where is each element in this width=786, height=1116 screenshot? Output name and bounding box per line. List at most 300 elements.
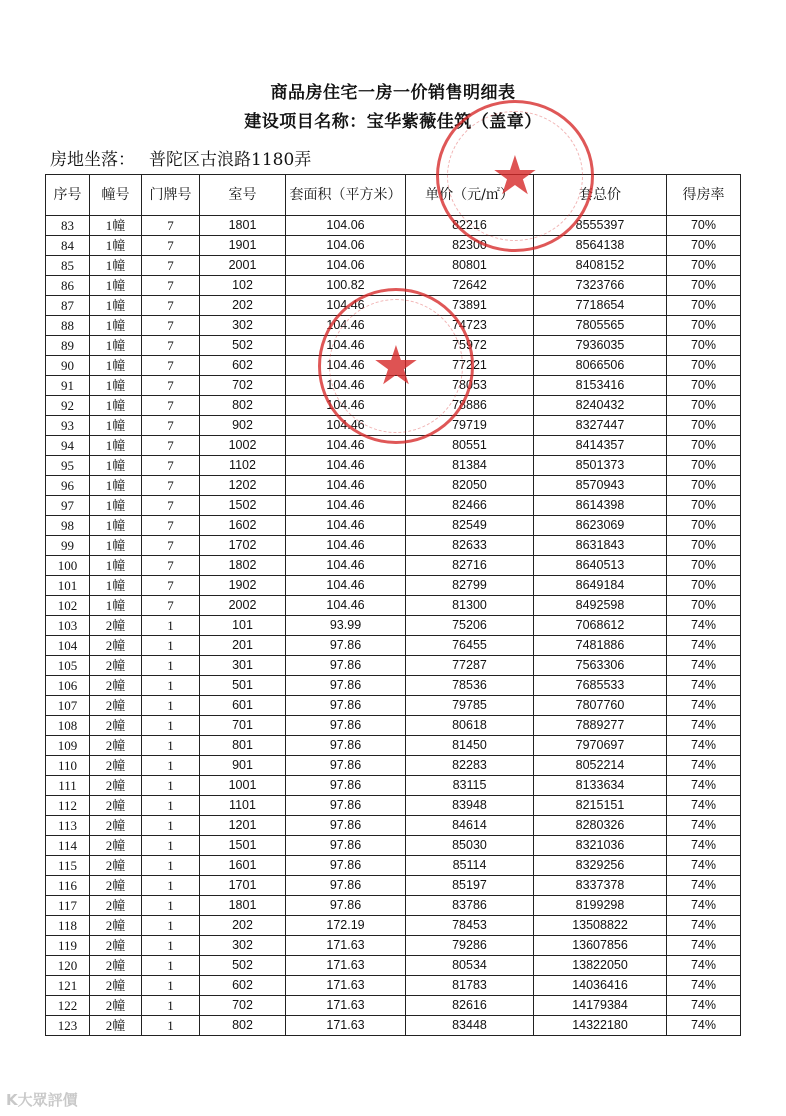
cell-building: 2幢 — [90, 916, 142, 936]
cell-door: 1 — [142, 1016, 200, 1036]
cell-area: 104.46 — [286, 476, 406, 496]
table-row — [46, 476, 741, 496]
cell-building: 1幢 — [90, 396, 142, 416]
cell-area: 171.63 — [286, 1016, 406, 1036]
cell-area: 104.46 — [286, 316, 406, 336]
cell-door: 7 — [142, 556, 200, 576]
cell-seq: 103 — [46, 616, 90, 636]
cell-total-price: 8640513 — [534, 556, 667, 576]
cell-unit-price: 83115 — [406, 776, 534, 796]
cell-seq: 95 — [46, 456, 90, 476]
cell-area: 104.46 — [286, 496, 406, 516]
cell-seq: 94 — [46, 436, 90, 456]
cell-seq: 120 — [46, 956, 90, 976]
cell-building: 2幢 — [90, 796, 142, 816]
cell-building: 2幢 — [90, 736, 142, 756]
table-row — [46, 776, 741, 796]
cell-total-price: 8153416 — [534, 376, 667, 396]
table-row — [46, 1016, 741, 1036]
cell-ratio: 70% — [667, 536, 741, 556]
cell-door: 1 — [142, 616, 200, 636]
cell-unit-price: 82050 — [406, 476, 534, 496]
cell-unit-price: 79286 — [406, 936, 534, 956]
cell-seq: 102 — [46, 596, 90, 616]
cell-ratio: 70% — [667, 416, 741, 436]
cell-door: 1 — [142, 896, 200, 916]
cell-room: 1102 — [200, 456, 286, 476]
cell-total-price: 8321036 — [534, 836, 667, 856]
table-row — [46, 416, 741, 436]
cell-ratio: 70% — [667, 376, 741, 396]
cell-room: 1001 — [200, 776, 286, 796]
cell-building: 1幢 — [90, 356, 142, 376]
cell-door: 1 — [142, 796, 200, 816]
cell-unit-price: 82216 — [406, 216, 534, 236]
cell-door: 1 — [142, 836, 200, 856]
cell-door: 7 — [142, 536, 200, 556]
cell-area: 104.06 — [286, 256, 406, 276]
cell-seq: 86 — [46, 276, 90, 296]
table-row — [46, 856, 741, 876]
cell-unit-price: 83786 — [406, 896, 534, 916]
cell-area: 171.63 — [286, 976, 406, 996]
address-line — [50, 145, 325, 170]
cell-room: 1701 — [200, 876, 286, 896]
cell-room: 901 — [200, 756, 286, 776]
cell-building: 2幢 — [90, 716, 142, 736]
cell-room: 202 — [200, 916, 286, 936]
cell-door: 1 — [142, 956, 200, 976]
cell-building: 1幢 — [90, 456, 142, 476]
cell-room: 1202 — [200, 476, 286, 496]
cell-room: 1601 — [200, 856, 286, 876]
document-title: 商品房住宅一房一价销售明细表 — [270, 83, 516, 103]
cell-room: 302 — [200, 316, 286, 336]
cell-room: 1801 — [200, 896, 286, 916]
table-row — [46, 656, 741, 676]
table-row — [46, 276, 741, 296]
cell-building: 2幢 — [90, 816, 142, 836]
cell-door: 7 — [142, 476, 200, 496]
cell-room: 101 — [200, 616, 286, 636]
cell-area: 104.46 — [286, 536, 406, 556]
table-row — [46, 956, 741, 976]
cell-total-price: 7805565 — [534, 316, 667, 336]
cell-door: 7 — [142, 216, 200, 236]
cell-ratio: 70% — [667, 316, 741, 336]
cell-door: 1 — [142, 816, 200, 836]
cell-seq: 99 — [46, 536, 90, 556]
table-row — [46, 796, 741, 816]
cell-unit-price: 82799 — [406, 576, 534, 596]
cell-room: 502 — [200, 956, 286, 976]
cell-door: 1 — [142, 696, 200, 716]
cell-door: 1 — [142, 976, 200, 996]
address-value: 普陀区古浪路1180弄 — [149, 150, 312, 170]
cell-seq: 109 — [46, 736, 90, 756]
col-unit-price: 单价（元/㎡） — [406, 175, 534, 216]
cell-building: 1幢 — [90, 576, 142, 596]
cell-door: 7 — [142, 516, 200, 536]
cell-area: 97.86 — [286, 896, 406, 916]
cell-seq: 101 — [46, 576, 90, 596]
cell-seq: 119 — [46, 936, 90, 956]
cell-total-price: 8215151 — [534, 796, 667, 816]
cell-building: 2幢 — [90, 976, 142, 996]
cell-total-price: 7481886 — [534, 636, 667, 656]
cell-ratio: 74% — [667, 716, 741, 736]
cell-door: 7 — [142, 436, 200, 456]
cell-total-price: 13607856 — [534, 936, 667, 956]
cell-door: 1 — [142, 856, 200, 876]
cell-seq: 85 — [46, 256, 90, 276]
cell-total-price: 8280326 — [534, 816, 667, 836]
project-name: 建设项目名称：宝华紫薇佳筑（盖章） — [244, 112, 542, 132]
cell-total-price: 13508822 — [534, 916, 667, 936]
cell-seq: 97 — [46, 496, 90, 516]
cell-room: 2001 — [200, 256, 286, 276]
table-row — [46, 816, 741, 836]
cell-door: 7 — [142, 276, 200, 296]
cell-unit-price: 83948 — [406, 796, 534, 816]
table-row — [46, 936, 741, 956]
cell-area: 104.46 — [286, 376, 406, 396]
cell-area: 97.86 — [286, 856, 406, 876]
cell-unit-price: 82633 — [406, 536, 534, 556]
cell-ratio: 74% — [667, 836, 741, 856]
cell-area: 104.46 — [286, 336, 406, 356]
cell-unit-price: 82300 — [406, 236, 534, 256]
table-row — [46, 376, 741, 396]
cell-room: 702 — [200, 376, 286, 396]
table-row — [46, 316, 741, 336]
cell-room: 502 — [200, 336, 286, 356]
cell-room: 802 — [200, 1016, 286, 1036]
cell-total-price: 7936035 — [534, 336, 667, 356]
cell-door: 7 — [142, 416, 200, 436]
cell-total-price: 8240432 — [534, 396, 667, 416]
cell-unit-price: 77221 — [406, 356, 534, 376]
cell-room: 601 — [200, 696, 286, 716]
cell-area: 97.86 — [286, 876, 406, 896]
cell-ratio: 74% — [667, 876, 741, 896]
cell-total-price: 8623069 — [534, 516, 667, 536]
col-total-price: 套总价 — [534, 175, 667, 216]
cell-building: 1幢 — [90, 316, 142, 336]
cell-building: 2幢 — [90, 876, 142, 896]
cell-building: 1幢 — [90, 256, 142, 276]
cell-unit-price: 78536 — [406, 676, 534, 696]
cell-total-price: 8631843 — [534, 536, 667, 556]
cell-ratio: 70% — [667, 556, 741, 576]
cell-ratio: 70% — [667, 476, 741, 496]
cell-area: 97.86 — [286, 696, 406, 716]
table-row — [46, 916, 741, 936]
cell-ratio: 70% — [667, 496, 741, 516]
table-row — [46, 256, 741, 276]
cell-total-price: 8570943 — [534, 476, 667, 496]
table-row — [46, 636, 741, 656]
cell-seq: 115 — [46, 856, 90, 876]
cell-room: 1101 — [200, 796, 286, 816]
cell-ratio: 70% — [667, 516, 741, 536]
cell-unit-price: 80551 — [406, 436, 534, 456]
cell-room: 201 — [200, 636, 286, 656]
cell-seq: 123 — [46, 1016, 90, 1036]
cell-ratio: 70% — [667, 356, 741, 376]
cell-door: 7 — [142, 236, 200, 256]
cell-unit-price: 78053 — [406, 376, 534, 396]
cell-door: 1 — [142, 676, 200, 696]
table-row — [46, 896, 741, 916]
cell-area: 97.86 — [286, 816, 406, 836]
cell-seq: 83 — [46, 216, 90, 236]
table-row — [46, 676, 741, 696]
cell-room: 1902 — [200, 576, 286, 596]
cell-seq: 117 — [46, 896, 90, 916]
cell-total-price: 8564138 — [534, 236, 667, 256]
cell-area: 104.06 — [286, 216, 406, 236]
cell-ratio: 70% — [667, 396, 741, 416]
cell-ratio: 74% — [667, 616, 741, 636]
cell-building: 2幢 — [90, 616, 142, 636]
cell-seq: 107 — [46, 696, 90, 716]
cell-ratio: 70% — [667, 276, 741, 296]
cell-ratio: 74% — [667, 976, 741, 996]
cell-ratio: 74% — [667, 996, 741, 1016]
cell-total-price: 8329256 — [534, 856, 667, 876]
cell-building: 1幢 — [90, 596, 142, 616]
cell-ratio: 70% — [667, 296, 741, 316]
table-row — [46, 616, 741, 636]
cell-seq: 100 — [46, 556, 90, 576]
cell-room: 1802 — [200, 556, 286, 576]
cell-room: 801 — [200, 736, 286, 756]
cell-ratio: 70% — [667, 596, 741, 616]
table-row — [46, 556, 741, 576]
cell-room: 602 — [200, 356, 286, 376]
cell-total-price: 14036416 — [534, 976, 667, 996]
cell-unit-price: 82616 — [406, 996, 534, 1016]
table-row — [46, 876, 741, 896]
cell-door: 7 — [142, 496, 200, 516]
cell-area: 97.86 — [286, 756, 406, 776]
cell-door: 1 — [142, 636, 200, 656]
cell-ratio: 74% — [667, 1016, 741, 1036]
cell-building: 2幢 — [90, 896, 142, 916]
cell-ratio: 70% — [667, 576, 741, 596]
cell-area: 104.46 — [286, 516, 406, 536]
cell-total-price: 7068612 — [534, 616, 667, 636]
cell-ratio: 74% — [667, 656, 741, 676]
cell-area: 97.86 — [286, 716, 406, 736]
cell-total-price: 7685533 — [534, 676, 667, 696]
cell-building: 1幢 — [90, 476, 142, 496]
cell-door: 1 — [142, 876, 200, 896]
cell-door: 7 — [142, 356, 200, 376]
cell-area: 93.99 — [286, 616, 406, 636]
cell-building: 2幢 — [90, 756, 142, 776]
cell-door: 1 — [142, 776, 200, 796]
cell-building: 2幢 — [90, 656, 142, 676]
table-row — [46, 456, 741, 476]
address-label: 房地坐落： — [50, 150, 135, 170]
cell-building: 2幢 — [90, 676, 142, 696]
cell-unit-price: 81384 — [406, 456, 534, 476]
cell-room: 1501 — [200, 836, 286, 856]
cell-room: 802 — [200, 396, 286, 416]
cell-room: 701 — [200, 716, 286, 736]
cell-unit-price: 82549 — [406, 516, 534, 536]
cell-ratio: 70% — [667, 456, 741, 476]
cell-area: 97.86 — [286, 836, 406, 856]
cell-unit-price: 82283 — [406, 756, 534, 776]
cell-building: 2幢 — [90, 856, 142, 876]
cell-area: 172.19 — [286, 916, 406, 936]
cell-unit-price: 79785 — [406, 696, 534, 716]
cell-area: 100.82 — [286, 276, 406, 296]
cell-door: 7 — [142, 336, 200, 356]
table-row — [46, 516, 741, 536]
cell-building: 1幢 — [90, 416, 142, 436]
table-row — [46, 976, 741, 996]
table-row — [46, 576, 741, 596]
cell-building: 2幢 — [90, 836, 142, 856]
cell-area: 104.46 — [286, 456, 406, 476]
col-ratio: 得房率 — [667, 175, 741, 216]
cell-unit-price: 73891 — [406, 296, 534, 316]
cell-seq: 88 — [46, 316, 90, 336]
cell-room: 302 — [200, 936, 286, 956]
cell-seq: 121 — [46, 976, 90, 996]
watermark-logo: K大眾評價 — [6, 1091, 78, 1109]
cell-unit-price: 75206 — [406, 616, 534, 636]
cell-seq: 105 — [46, 656, 90, 676]
cell-building: 1幢 — [90, 216, 142, 236]
cell-area: 104.46 — [286, 296, 406, 316]
cell-seq: 89 — [46, 336, 90, 356]
cell-building: 2幢 — [90, 1016, 142, 1036]
cell-total-price: 8614398 — [534, 496, 667, 516]
cell-total-price: 7563306 — [534, 656, 667, 676]
cell-building: 1幢 — [90, 516, 142, 536]
table-row — [46, 596, 741, 616]
cell-area: 171.63 — [286, 956, 406, 976]
cell-seq: 110 — [46, 756, 90, 776]
cell-building: 1幢 — [90, 336, 142, 356]
cell-door: 1 — [142, 936, 200, 956]
cell-building: 1幢 — [90, 236, 142, 256]
table-row — [46, 356, 741, 376]
cell-ratio: 74% — [667, 856, 741, 876]
cell-room: 1801 — [200, 216, 286, 236]
cell-room: 1602 — [200, 516, 286, 536]
cell-room: 1502 — [200, 496, 286, 516]
cell-seq: 108 — [46, 716, 90, 736]
cell-building: 2幢 — [90, 776, 142, 796]
cell-total-price: 8408152 — [534, 256, 667, 276]
cell-door: 7 — [142, 296, 200, 316]
cell-total-price: 8501373 — [534, 456, 667, 476]
star-icon: ★ — [371, 334, 421, 397]
table-row — [46, 436, 741, 456]
table-row — [46, 536, 741, 556]
cell-unit-price: 85197 — [406, 876, 534, 896]
cell-unit-price: 78886 — [406, 396, 534, 416]
cell-building: 1幢 — [90, 496, 142, 516]
cell-area: 97.86 — [286, 796, 406, 816]
cell-total-price: 7889277 — [534, 716, 667, 736]
table-row — [46, 216, 741, 236]
cell-ratio: 74% — [667, 676, 741, 696]
table-row — [46, 336, 741, 356]
col-building: 幢号 — [90, 175, 142, 216]
cell-area: 97.86 — [286, 676, 406, 696]
cell-room: 2002 — [200, 596, 286, 616]
cell-area: 171.63 — [286, 936, 406, 956]
cell-door: 1 — [142, 716, 200, 736]
cell-seq: 84 — [46, 236, 90, 256]
cell-total-price: 7970697 — [534, 736, 667, 756]
cell-building: 1幢 — [90, 436, 142, 456]
cell-area: 97.86 — [286, 656, 406, 676]
cell-building: 1幢 — [90, 276, 142, 296]
cell-unit-price: 81783 — [406, 976, 534, 996]
cell-seq: 93 — [46, 416, 90, 436]
cell-building: 2幢 — [90, 996, 142, 1016]
cell-total-price: 7323766 — [534, 276, 667, 296]
table-row — [46, 756, 741, 776]
col-door: 门牌号 — [142, 175, 200, 216]
cell-ratio: 74% — [667, 956, 741, 976]
table-row — [46, 736, 741, 756]
cell-seq: 112 — [46, 796, 90, 816]
cell-building: 1幢 — [90, 536, 142, 556]
cell-area: 104.46 — [286, 576, 406, 596]
cell-unit-price: 81300 — [406, 596, 534, 616]
cell-unit-price: 80801 — [406, 256, 534, 276]
cell-door: 7 — [142, 576, 200, 596]
cell-ratio: 74% — [667, 796, 741, 816]
col-seq: 序号 — [46, 175, 90, 216]
cell-building: 2幢 — [90, 636, 142, 656]
cell-unit-price: 84614 — [406, 816, 534, 836]
cell-ratio: 70% — [667, 336, 741, 356]
cell-building: 1幢 — [90, 296, 142, 316]
cell-door: 7 — [142, 456, 200, 476]
cell-total-price: 13822050 — [534, 956, 667, 976]
cell-total-price: 8052214 — [534, 756, 667, 776]
cell-door: 7 — [142, 376, 200, 396]
cell-area: 104.46 — [286, 396, 406, 416]
cell-unit-price: 81450 — [406, 736, 534, 756]
cell-total-price: 8066506 — [534, 356, 667, 376]
cell-seq: 96 — [46, 476, 90, 496]
cell-total-price: 8337378 — [534, 876, 667, 896]
cell-area: 104.46 — [286, 596, 406, 616]
cell-total-price: 8492598 — [534, 596, 667, 616]
cell-unit-price: 82716 — [406, 556, 534, 576]
cell-seq: 106 — [46, 676, 90, 696]
cell-ratio: 74% — [667, 936, 741, 956]
cell-room: 902 — [200, 416, 286, 436]
cell-ratio: 70% — [667, 256, 741, 276]
cell-area: 97.86 — [286, 776, 406, 796]
cell-unit-price: 85114 — [406, 856, 534, 876]
cell-unit-price: 75972 — [406, 336, 534, 356]
cell-seq: 114 — [46, 836, 90, 856]
table-header-row — [46, 175, 741, 216]
